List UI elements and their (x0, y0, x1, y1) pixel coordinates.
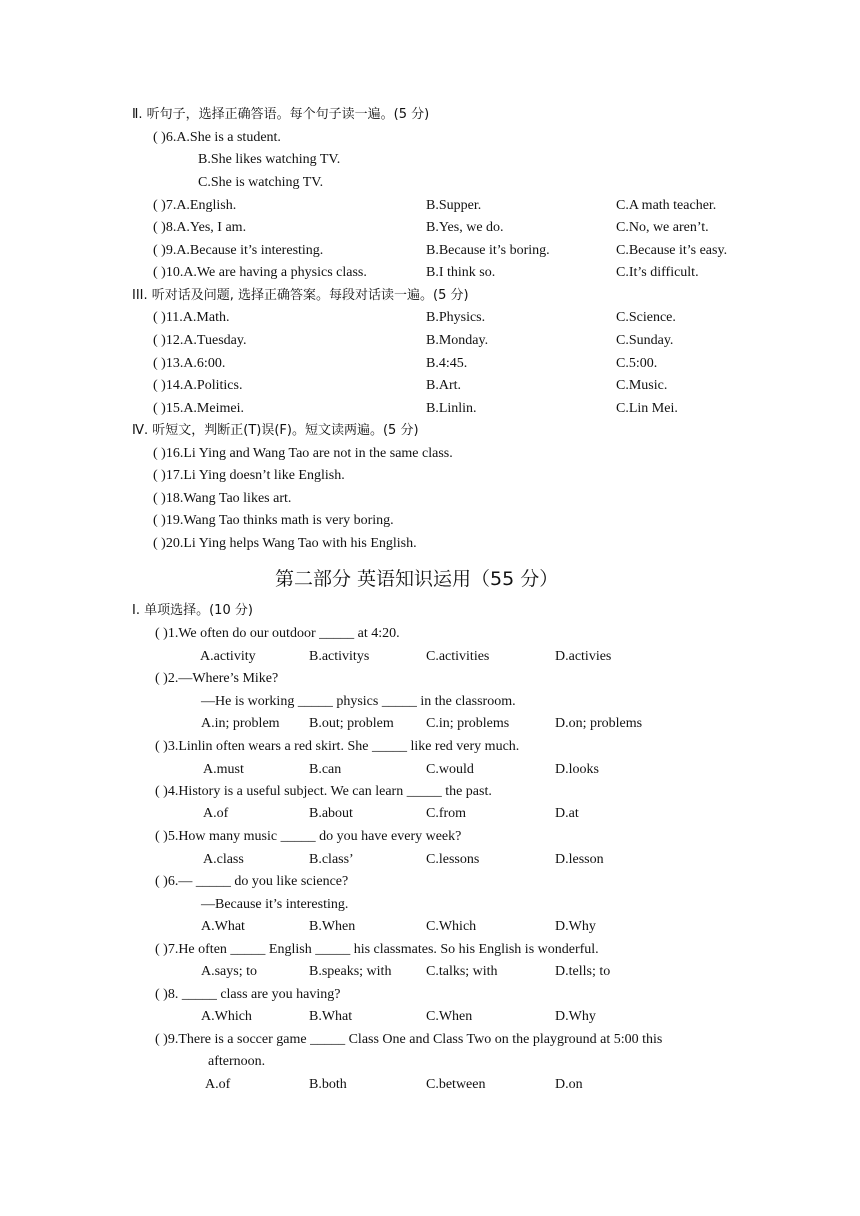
grammar-q7-c: C.talks; with (426, 964, 498, 979)
grammar-q2-d: D.on; problems (555, 716, 643, 731)
listening-q6-c: C.She is watching TV. (198, 175, 324, 190)
listening-q8-a: ( )8.A.Yes, I am. (153, 220, 247, 235)
grammar-q7-stem: ( )7.He often _____ English _____ his classmates. So his English is wonderful. (155, 942, 599, 957)
listening-q13-b: B.4:45. (426, 356, 468, 371)
grammar-q2-stem2: —He is working _____ physics _____ in the classroom. (201, 694, 516, 709)
grammar-q7-d: D.tells; to (555, 964, 611, 979)
listening-q10-a: ( )10.A.We are having a physics class. (153, 265, 367, 280)
grammar-q3-d: D.looks (555, 762, 599, 777)
grammar-q1-stem: ( )1.We often do our outdoor _____ at 4:20. (155, 626, 400, 641)
grammar-q9-stem: ( )9.There is a soccer game _____ Class One and Class Two on the playground at 5:00 this (155, 1032, 663, 1047)
grammar-q2-stem: ( )2.—Where’s Mike? (155, 671, 279, 686)
grammar-q4-b: B.about (309, 806, 353, 821)
listening-q20: ( )20.Li Ying helps Wang Tao with his English. (153, 536, 417, 551)
grammar-q1-d: D.activies (555, 649, 612, 664)
grammar-q1-b: B.activitys (309, 649, 370, 664)
listening-q14-b: B.Art. (426, 378, 461, 393)
grammar-q2-a: A.in; problem (201, 716, 280, 731)
listening-q15-a: ( )15.A.Meimei. (153, 401, 244, 416)
grammar-q9-d: D.on (555, 1077, 583, 1092)
grammar-q2-c: C.in; problems (426, 716, 510, 731)
grammar-q6-d: D.Why (555, 919, 596, 934)
listening-q7-b: B.Supper. (426, 198, 482, 213)
listening-q15-c: C.Lin Mei. (616, 401, 678, 416)
grammar-q3-b: B.can (309, 762, 342, 777)
grammar-q5-d: D.lesson (555, 852, 604, 867)
grammar-q5-c: C.lessons (426, 852, 480, 867)
grammar-q8-b: B.What (309, 1009, 353, 1024)
listening-q11-c: C.Science. (616, 310, 676, 325)
grammar-q6-a: A.What (201, 919, 245, 934)
listening-q7-a: ( )7.A.English. (153, 198, 237, 213)
listening-q10-c: C.It’s difficult. (616, 265, 699, 280)
listening-q16: ( )16.Li Ying and Wang Tao are not in the same class. (153, 446, 453, 461)
grammar-q7-b: B.speaks; with (309, 964, 392, 979)
listening-q9-b: B.Because it’s boring. (426, 243, 550, 258)
grammar-q4-d: D.at (555, 806, 579, 821)
grammar-q3-stem: ( )3.Linlin often wears a red skirt. She _____ like red very much. (155, 739, 520, 754)
listening-q13-a: ( )13.A.6:00. (153, 356, 226, 371)
part-two-title: 第二部分 英语知识运用（55 分） (275, 568, 559, 590)
listening-q8-b: B.Yes, we do. (426, 220, 504, 235)
listening-q18: ( )18.Wang Tao likes art. (153, 491, 292, 506)
grammar-q6-stem2: —Because it’s interesting. (201, 897, 349, 912)
grammar-q8-d: D.Why (555, 1009, 596, 1024)
section-heading-iii: III. 听对话及问题, 选择正确答案。每段对话读一遍。(5 分) (132, 288, 469, 303)
grammar-q3-c: C.would (426, 762, 474, 777)
grammar-q9-b: B.both (309, 1077, 347, 1092)
listening-q12-c: C.Sunday. (616, 333, 674, 348)
grammar-q8-c: C.When (426, 1009, 473, 1024)
listening-q17: ( )17.Li Ying doesn’t like English. (153, 468, 345, 483)
listening-q12-b: B.Monday. (426, 333, 489, 348)
listening-q11-a: ( )11.A.Math. (153, 310, 230, 325)
grammar-q4-a: A.of (203, 806, 229, 821)
grammar-q6-stem: ( )6.— _____ do you like science? (155, 874, 349, 889)
listening-q10-b: B.I think so. (426, 265, 496, 280)
listening-q13-c: C.5:00. (616, 356, 658, 371)
listening-q9-c: C.Because it’s easy. (616, 243, 728, 258)
listening-q6-b: B.She likes watching TV. (198, 152, 341, 167)
grammar-q3-a: A.must (203, 762, 244, 777)
grammar-q8-stem: ( )8. _____ class are you having? (155, 987, 341, 1002)
grammar-q9-c: C.between (426, 1077, 486, 1092)
grammar-q6-c: C.Which (426, 919, 477, 934)
listening-q9-a: ( )9.A.Because it’s interesting. (153, 243, 324, 258)
grammar-q8-a: A.Which (201, 1009, 252, 1024)
grammar-q5-stem: ( )5.How many music _____ do you have every week? (155, 829, 462, 844)
section-heading-i: Ⅰ. 单项选择。(10 分) (132, 603, 253, 618)
listening-q19: ( )19.Wang Tao thinks math is very boring. (153, 513, 394, 528)
grammar-q5-b: B.class’ (309, 852, 354, 867)
listening-q8-c: C.No, we aren’t. (616, 220, 709, 235)
grammar-q4-c: C.from (426, 806, 467, 821)
listening-q15-b: B.Linlin. (426, 401, 477, 416)
grammar-q2-b: B.out; problem (309, 716, 394, 731)
grammar-q9-a: A.of (205, 1077, 231, 1092)
grammar-q9-stem2: afternoon. (208, 1054, 266, 1069)
grammar-q6-b: B.When (309, 919, 356, 934)
grammar-q4-stem: ( )4.History is a useful subject. We can learn _____ the past. (155, 784, 492, 799)
listening-q14-a: ( )14.A.Politics. (153, 378, 243, 393)
listening-q11-b: B.Physics. (426, 310, 486, 325)
grammar-q1-c: C.activities (426, 649, 490, 664)
listening-q12-a: ( )12.A.Tuesday. (153, 333, 247, 348)
grammar-q1-a: A.activity (200, 649, 256, 664)
listening-q7-c: C.A math teacher. (616, 198, 717, 213)
grammar-q7-a: A.says; to (201, 964, 257, 979)
section-heading-ii: Ⅱ. 听句子，选择正确答语。每个句子读一遍。(5 分) (132, 107, 430, 122)
listening-q14-c: C.Music. (616, 378, 668, 393)
section-heading-iv: Ⅳ. 听短文，判断正(T)误(F)。短文读两遍。(5 分) (132, 423, 419, 438)
grammar-q5-a: A.class (203, 852, 244, 867)
listening-q6: ( )6.A.She is a student. (153, 130, 281, 145)
